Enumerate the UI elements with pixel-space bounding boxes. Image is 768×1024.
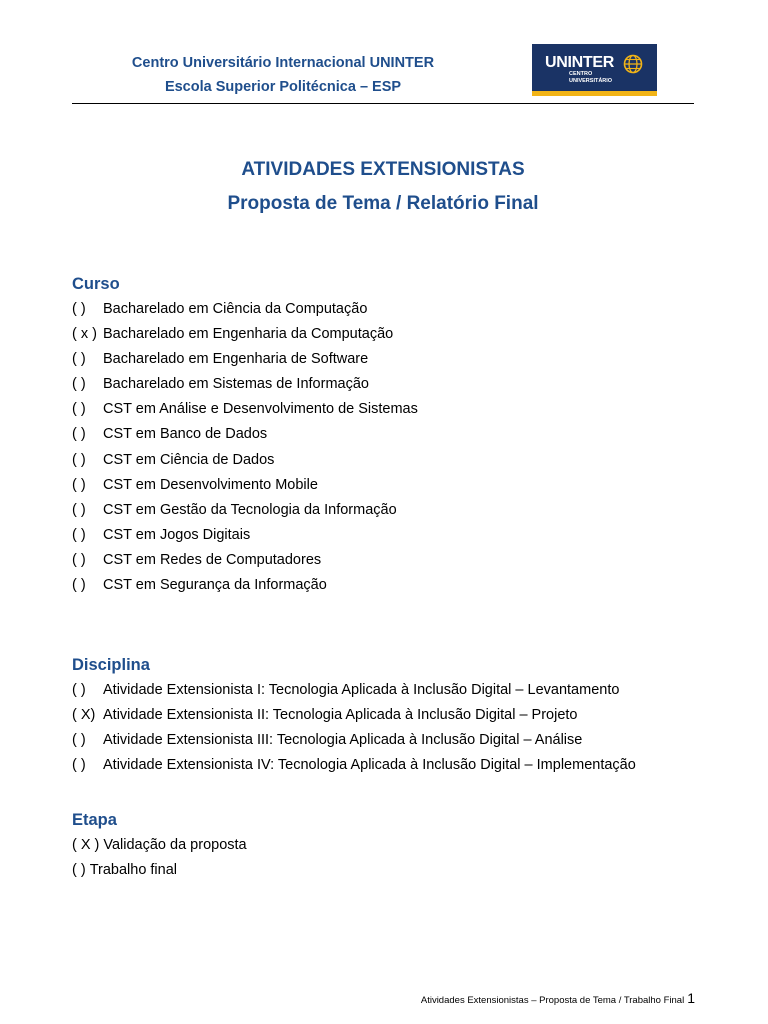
curso-option — [72, 322, 418, 347]
curso-option — [72, 448, 418, 473]
disciplina-option-checkbox: ( ) — [72, 757, 86, 774]
curso-option — [72, 548, 418, 573]
curso-option — [72, 347, 418, 372]
curso-option-checkbox: ( ) — [72, 551, 86, 568]
logo-subtitle-line2: UNIVERSITÁRIO — [569, 77, 613, 84]
disciplina-option — [72, 678, 636, 703]
curso-option-label: CST em Análise e Desenvolvimento de Sistemas — [103, 401, 418, 418]
section-disciplina-heading: Disciplina — [72, 656, 150, 674]
curso-option-label: Bacharelado em Engenharia de Software — [103, 351, 369, 368]
footer-text: Atividades Extensionistas – Proposta de Tema / Trabalho Final — [420, 995, 685, 1006]
curso-option-checkbox: ( ) — [72, 376, 86, 393]
curso-option-checkbox: ( ) — [72, 301, 86, 317]
curso-option — [72, 573, 418, 598]
header-institution-block — [72, 51, 494, 99]
disciplina-option-checkbox: ( ) — [72, 732, 86, 749]
curso-option-label: CST em Ciência de Dados — [103, 451, 275, 468]
curso-option — [72, 473, 418, 498]
section-etapa-heading: Etapa — [72, 811, 117, 829]
uninter-logo — [532, 44, 657, 96]
header-divider — [72, 103, 694, 104]
disciplina-option — [72, 728, 636, 753]
curso-option — [72, 422, 418, 447]
page-footer — [421, 988, 695, 1011]
curso-option-checkbox: ( ) — [72, 401, 86, 418]
curso-option-label: CST em Desenvolvimento Mobile — [103, 476, 318, 493]
curso-option — [72, 372, 418, 397]
disciplina-option — [72, 703, 636, 728]
curso-option-label: CST em Redes de Computadores — [103, 551, 322, 568]
disciplina-option-checkbox: ( ) — [72, 682, 86, 698]
disciplina-option-label: Atividade Extensionista II: Tecnologia Aplicada à Inclusão Digital – Projeto — [103, 707, 578, 724]
etapa-option — [72, 833, 247, 858]
disciplina-option-checkbox: ( X) — [72, 707, 96, 724]
logo-brand-text: UNINTER — [545, 54, 615, 71]
etapa-option — [72, 858, 247, 883]
curso-option-label: Bacharelado em Sistemas de Informação — [103, 376, 369, 393]
etapa-option-checkbox: ( ) — [72, 862, 86, 879]
section-curso-heading: Curso — [72, 275, 120, 293]
etapa-option-checkbox: ( X ) — [72, 837, 100, 853]
curso-option-checkbox: ( ) — [72, 577, 86, 594]
disciplina-option-label: Atividade Extensionista I: Tecnologia Aplicada à Inclusão Digital – Levantamento — [103, 682, 620, 698]
logo-subtitle — [569, 71, 629, 84]
curso-option-checkbox: ( ) — [72, 476, 86, 493]
disciplina-option-label: Atividade Extensionista III: Tecnologia Aplicada à Inclusão Digital – Análise — [103, 732, 583, 749]
logo-subtitle-line1: CENTRO — [569, 71, 593, 77]
curso-option-checkbox: ( ) — [72, 426, 86, 443]
curso-option-label: CST em Jogos Digitais — [103, 526, 251, 543]
curso-option-checkbox: ( ) — [72, 351, 86, 368]
document-title: ATIVIDADES EXTENSIONISTAS — [241, 159, 525, 180]
etapa-option-label: Validação da proposta — [103, 837, 247, 853]
disciplina-option-label: Atividade Extensionista IV: Tecnologia Aplicada à Inclusão Digital – Implementação — [103, 757, 636, 774]
globe-icon — [622, 53, 644, 75]
institution-name: Centro Universitário Internacional UNINTER — [131, 55, 435, 71]
curso-option — [72, 523, 418, 548]
etapa-option-label: Trabalho final — [89, 862, 178, 879]
curso-options-list — [72, 297, 418, 598]
curso-option-label: CST em Banco de Dados — [103, 426, 268, 443]
disciplina-option — [72, 753, 636, 778]
curso-option-label: Bacharelado em Ciência da Computação — [103, 301, 368, 317]
curso-option-checkbox: ( ) — [72, 501, 86, 518]
curso-option-label: CST em Segurança da Informação — [103, 577, 327, 594]
curso-option-checkbox: ( ) — [72, 451, 86, 468]
document-subtitle: Proposta de Tema / Relatório Final — [227, 193, 539, 214]
curso-option — [72, 397, 418, 422]
curso-option-label: Bacharelado em Engenharia da Computação — [103, 326, 394, 343]
curso-option — [72, 297, 418, 322]
disciplina-options-list — [72, 678, 636, 778]
school-name: Escola Superior Politécnica – ESP — [164, 79, 402, 95]
curso-option-label: CST em Gestão da Tecnologia da Informação — [103, 501, 397, 518]
curso-option — [72, 498, 418, 523]
curso-option-checkbox: ( ) — [72, 526, 86, 543]
etapa-options-list — [72, 833, 247, 883]
page-number: 1 — [687, 990, 695, 1006]
logo-accent-stripe — [532, 91, 657, 96]
curso-option-checkbox: ( x ) — [72, 326, 97, 343]
